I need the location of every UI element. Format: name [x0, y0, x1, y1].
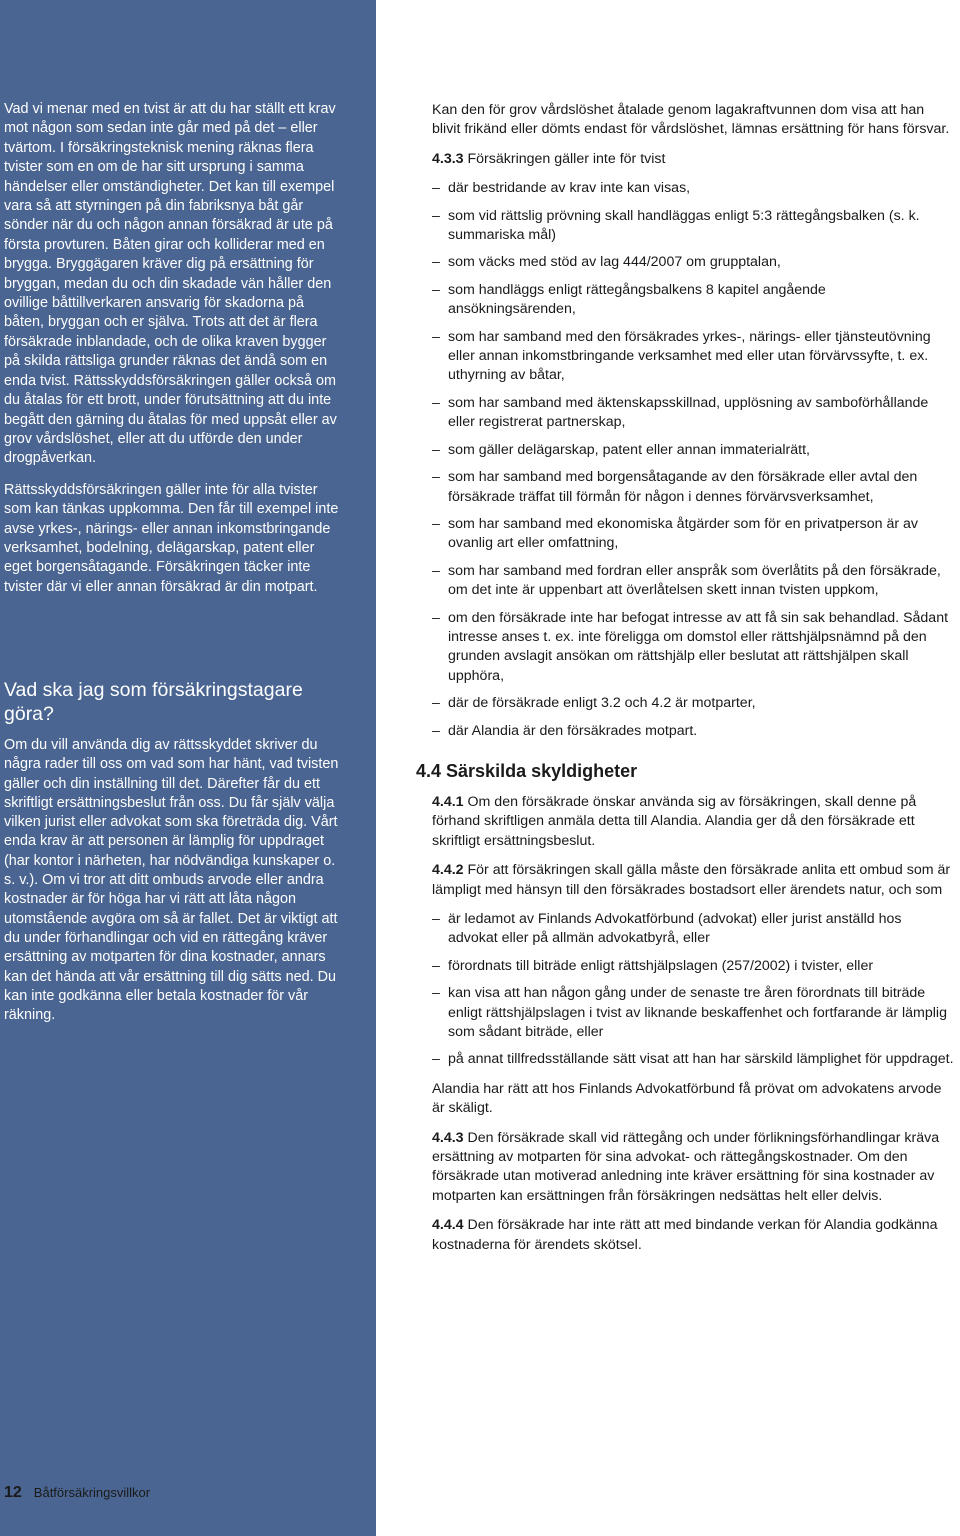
intro-paragraph: Kan den för grov vårdslöshet åtalade genom lagakraftvunnen dom visa att han blivit frikänd eller dömts endast för vårdslöshet, lämnas ersättning för hans försvar.	[432, 102, 950, 138]
list-item: – förordnats till biträde enligt rättshjälpslagen (257/2002) i tvister, eller	[432, 957, 954, 976]
sidebar-panel	[0, 0, 376, 1536]
list-item: – på annat tillfredsställande sätt visat att han har särskild lämplighet för uppdraget.	[432, 1050, 954, 1069]
list-item: – om den försäkrade inte har befogat intresse av att få sin sak behandlad. Sådant intresse anses t. ex. inte föreligga om domstol eller rättshjälpsnämnd på den grunden avslagit ansökan om rättshjälp eller beslutat att rättshjälpen skall upphöra,	[432, 609, 954, 687]
page-number: 12	[4, 1484, 22, 1501]
clause-number: 4.4.4	[432, 1217, 464, 1234]
list-item: – kan visa att han någon gång under de senaste tre åren förordnats till biträde enligt rättshjälpslagen i tvist av liknande beskaffenhet och fortfarande är lämplig som sådant biträde, eller	[432, 984, 954, 1042]
list-item: – som vid rättslig prövning skall handläggas enligt 5:3 rättegångsbalken (s. k. summariska mål)	[432, 207, 954, 246]
clause-number: 4.4.1	[432, 793, 464, 810]
clause-4-4-2	[432, 861, 954, 900]
clause-4-4-1	[432, 793, 954, 851]
sidebar-paragraph-3: Om du vill använda dig av rättsskyddet skriver du några rader till oss om vad som har hänt, vad tvisten gäller och din inställning till det. Därefter får du ett skriftligt ersättningsbeslut från oss. Du får själv välja vilken jurist eller advokat som ska företräda dig. Vårt enda krav är att personen är lämplig för uppdraget (har kontor i närheten, har nödvändiga kunskaper o. s. v.). Om vi tror att ditt ombuds arvode eller andra kostnader är för höga har vi rätt att låta någon utomstående avgöra om så är fallet. Det är viktigt att du under förhandlingar och vid en rättegång kräver ersättning av motparten för dina kostnader, annars kan det hända att vår ersättning till dig sätts ned. Du kan inte godkänna eller betala kostnader för vår räkning.	[4, 737, 339, 1024]
list-item: – som har samband med den försäkrades yrkes-, närings- eller tjänsteutövning eller annan inkomstbringande verksamhet med eller utan förvärvssyfte, t. ex. uthyrning av båtar,	[432, 328, 954, 386]
list-item: – där Alandia är den försäkrades motpart.	[432, 722, 954, 741]
main-column	[416, 101, 954, 1265]
clause-number: 4.4.2	[432, 862, 464, 879]
clause-text: Om den försäkrade önskar använda sig av försäkringen, skall denne på förhand skriftligen anmäla detta till Alandia. Alandia ger då den försäkrade ett skriftligt ersättningsbeslut.	[432, 793, 917, 849]
section-heading: 4.4 Särskilda skyldigheter	[416, 760, 638, 781]
clause-4-3-3-list	[432, 179, 954, 741]
clause-number: 4.4.3	[432, 1129, 464, 1146]
sidebar-paragraph-1: Vad vi menar med en tvist är att du har ställt ett krav mot någon som sedan inte går med på det – eller tvärtom. I försäkringsteknisk mening räknas flera tvister som en om de har sitt ursprung i samma händelser eller omständigheter. Det kan till exempel vara så att styrningen på din fabriksnya båt går sönder när du och någon annan försäkrad är ute på första provturen. Båten girar och kolliderar med en brygga. Bryggägaren kräver dig på ersättning för bryggan, medan du och din skadade vän håller den ovillige båttillverkaren ansvarig för skadorna på båten, bryggan och er själva. Trots att det är flera försäkrade inblandade, och de olika kraven bygger på skilda rättsliga grunder räknas det ändå som en enda tvist. Rättsskyddsförsäkringen gäller också om du åtalas för ett brott, under förutsättning att du inte begått den gärning du åtalas för med uppsåt eller av grov vårdslöshet, eller att du utförde den under drogpåverkan.	[4, 101, 337, 467]
list-item: – som har samband med äktenskapsskillnad, upplösning av samboförhållande eller registrerat partnerskap,	[432, 394, 954, 433]
list-item: – som gäller delägarskap, patent eller annan immaterialrätt,	[432, 441, 954, 460]
document-title: Båtförsäkringsvillkor	[33, 1485, 151, 1500]
list-item: – som har samband med borgensåtagande av den försäkrade eller avtal den försäkrade träffat till förmån för någon i dennes förvärvsverksamhet,	[432, 468, 954, 507]
sidebar-body-2	[4, 736, 342, 1025]
clause-text: För att försäkringen skall gälla måste den försäkrade anlita ett ombud som är lämpligt med hänsyn till den försäkrades bostadsort eller ärendets natur, och som	[432, 862, 951, 898]
list-item: – är ledamot av Finlands Advokatförbund (advokat) eller jurist anställd hos advokat eller på allmän advokatbyrå, eller	[432, 910, 954, 949]
clause-4-4-2-list	[432, 910, 954, 1070]
page-footer	[4, 1484, 150, 1502]
clause-4-4-2-after: Alandia har rätt att hos Finlands Advokatförbund få prövat om advokatens arvode är skäligt.	[432, 1080, 942, 1117]
list-item: – där de försäkrade enligt 3.2 och 4.2 är motparter,	[432, 694, 954, 713]
clause-text: Den försäkrade har inte rätt att med bindande verkan för Alandia godkänna kostnaderna för ärendets skötsel.	[432, 1217, 938, 1253]
clause-4-4-4	[432, 1216, 954, 1255]
sidebar-paragraph-2: Rättsskyddsförsäkringen gäller inte för alla tvister som kan tänkas uppkomma. Den får till exempel inte avse yrkes-, närings- eller annan inkomstbringande verksamhet, bodelning, delägarskap, patent eller eget borgensåtagande. Försäkringen täcker inte tvister där vi eller annan försäkrad är din motpart.	[4, 481, 339, 595]
sidebar-body	[4, 100, 340, 609]
clause-text: Den försäkrade skall vid rättegång och under förlikningsförhandlingar kräva ersättning av motparten för sina advokat- och rättegångskostnader. Om den försäkrade utan motiverad anledning inte kräver ersättning för sina kostnader av motparten kan ersättningen från försäkringen nedsättas helt eller delvis.	[432, 1129, 940, 1204]
sidebar-heading: Vad ska jag som försäkringstagare göra?	[4, 679, 303, 725]
clause-text: Försäkringen gäller inte för tvist	[463, 150, 666, 167]
clause-4-3-3	[432, 150, 954, 169]
clause-4-4-3	[432, 1129, 954, 1207]
list-item: – som har samband med fordran eller anspråk som överlåtits på den försäkrade, om det inte är uppenbart att överlåtelsen skett innan tvisten uppkom,	[432, 562, 954, 601]
list-item: – som väcks med stöd av lag 444/2007 om grupptalan,	[432, 253, 954, 272]
list-item: – där bestridande av krav inte kan visas,	[432, 179, 954, 198]
list-item: – som har samband med ekonomiska åtgärder som för en privatperson är av ovanlig art eller omfattning,	[432, 515, 954, 554]
list-item: – som handläggs enligt rättegångsbalkens 8 kapitel angående ansökningsärenden,	[432, 281, 954, 320]
clause-number: 4.3.3	[432, 150, 464, 167]
